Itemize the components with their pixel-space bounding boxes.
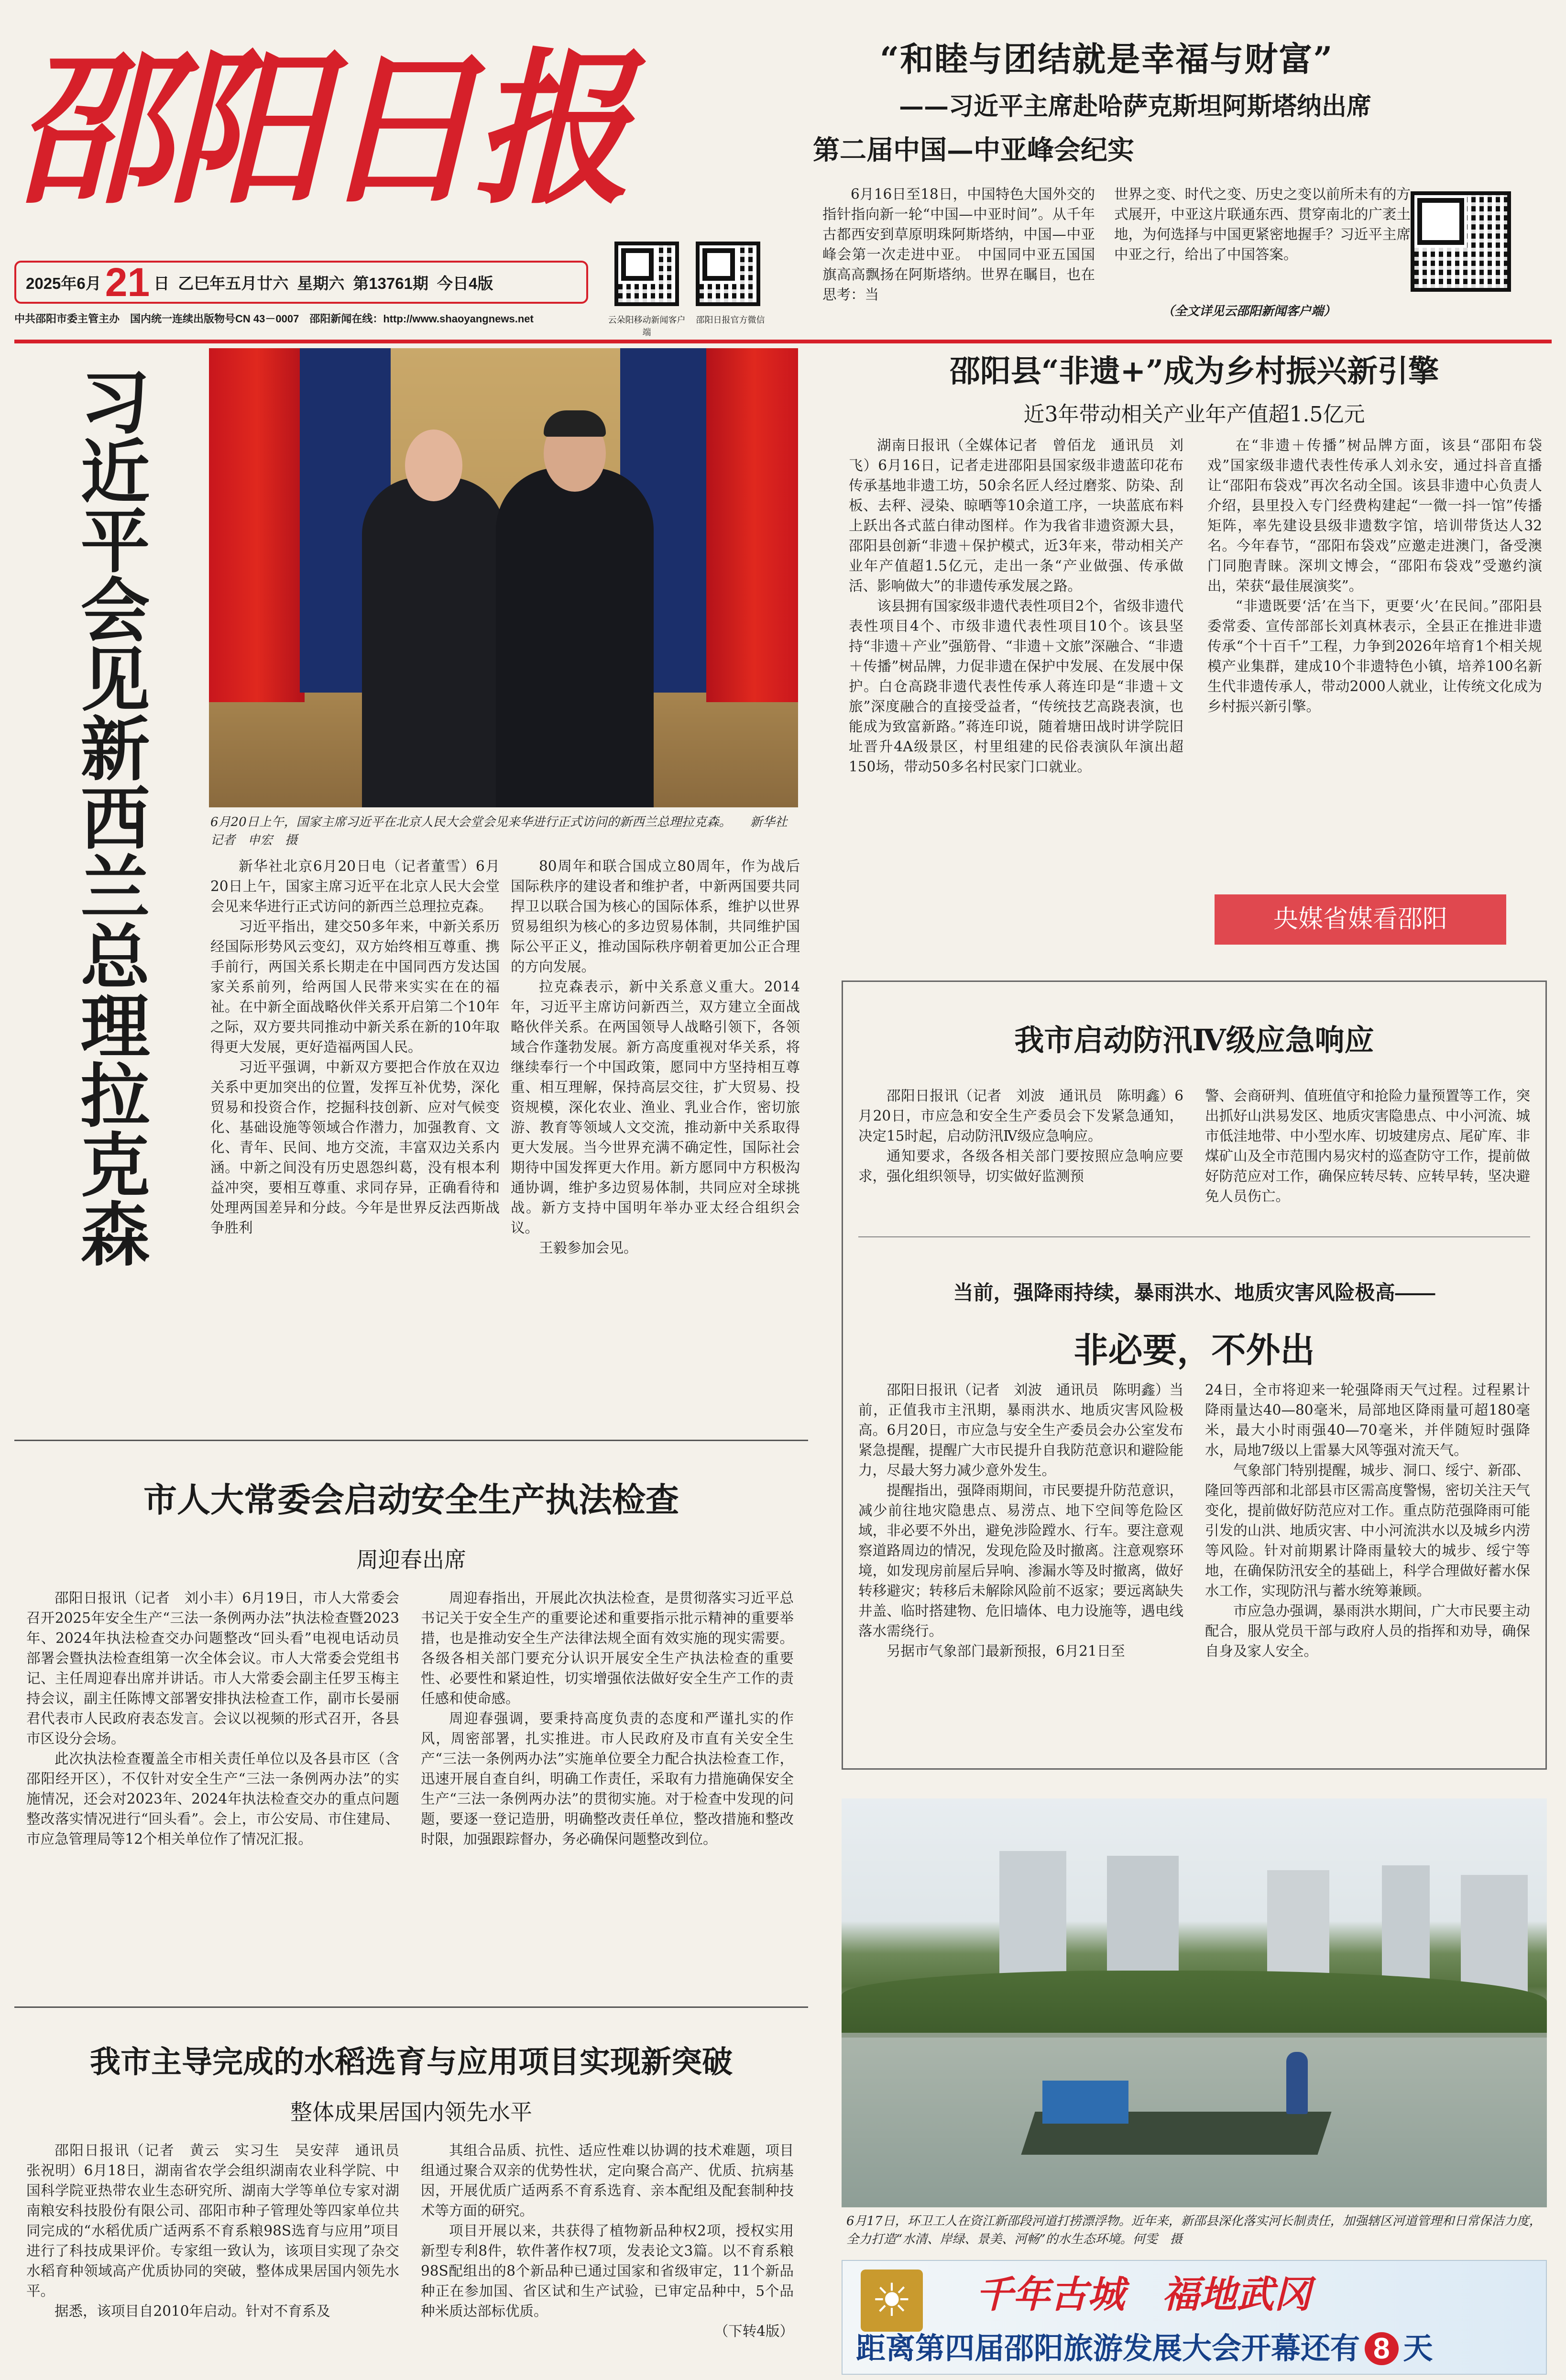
boat-sign	[1042, 2081, 1128, 2124]
flood-divider	[858, 1236, 1530, 1237]
date-suffix: 日	[153, 274, 170, 292]
lead-col2-p2: 拉克森表示，新中关系意义重大。2014年，习近平主席访问新西兰，双方建立全面战略伙伴关系。在两国领导人战略引领下，各领域合作蓬勃发展。新方高度重视对华关系，将继续奉行一个中国政策，愿同中方坚持相互尊重、相互理解，保持高层交往，扩大贸易、投资规模，深化农业、渔业、乳业合作，密切旅游、教育等领域人文交流，推动新中关系取得更大发展。当今世界充满不确定性，国际社会期待中国发挥更大作用。新方愿同中方积极沟通协调，维护多边贸易体制，共同应对全球挑战。新方支持中国明年举办亚太经合组织会议。	[511, 979, 800, 1236]
issue-number: 第13761期	[353, 274, 428, 292]
top-story-note: （全文详见云邵阳新闻客户端）	[1162, 304, 1336, 319]
rice-col2	[421, 2140, 794, 2341]
publisher-line	[14, 311, 602, 326]
npc-col1	[26, 1588, 399, 1849]
commentary-col1	[858, 1380, 1183, 1661]
date-prefix: 2025年6月	[26, 274, 101, 292]
lead-col1-p3: 习近平强调，中新双方要把合作放在双边关系中更加突出的位置，发挥互补优势，深化贸易和投资合作，挖掘科技创新、应对气候变化、基础设施等领域合作潜力，加强教育、文化、青年、民间、地方交流，丰富双边关系内涵。中新之间没有历史恩怨纠葛，没有根本利益冲突，要相互尊重、求同存异，正确看待和处理两国差异和分歧。今年是世界反法西斯战争胜利	[210, 1059, 500, 1236]
lead-headline: 习近平会见新西兰总理拉克森	[69, 366, 150, 1267]
commentary-col2-p2: 气象部门特别提醒，城步、洞口、绥宁、新邵、隆回等西部和北部县市区需高度警惕，密切关注天气变化，提前做好防范应对工作。重点防范强降雨可能引发的山洪、地质灾害、中小河流洪水以及城乡内涝等风险。针对前期累计降雨量较大的城步、绥宁等地，在确保防汛安全的基础上，科学合理做好蓄水保水工作，实现防汛与蓄水统筹兼顾。	[1205, 1462, 1530, 1599]
lead-col2	[511, 856, 800, 1258]
commentary-kicker: 当前，强降雨持续，暴雨洪水、地质灾害风险极高——	[953, 1281, 1435, 1304]
flood-col1-p1: 邵阳日报讯（记者 刘波 通讯员 陈明鑫）6月20日，市应急和安全生产委员会下发紧急通知，决定15时起，启动防汛Ⅳ级应急响应。	[858, 1088, 1183, 1144]
feiyi-col1-p1: 湖南日报讯（全媒体记者 曾佰龙 通讯员 刘飞）6月16日，记者走进邵阳县国家级非遗蓝印花布传承基地非遗工坊，50余名匠人经过磨浆、防染、刮板、去秤、浸染、晾晒等10余道工序，一块蓝底布料上跃出各式蓝白律动图样。作为我省非遗资源大县，邵阳县创新“非遗＋保护模式，近3年来，带动相关产业年产值超1.5亿元，走出一条“产业做强、传承做活、影响做大”的非遗传承发展之路。	[849, 437, 1183, 594]
ad-countdown	[856, 2325, 1433, 2367]
person-left-head	[405, 430, 462, 501]
person-right	[496, 468, 654, 807]
rice-col2-p2: 项目开展以来，共获得了植物新品种权2项，授权实用新型专利8件，软件著作权7项，发表论文3篇。以不育系粮98S配组出的8个新品种已通过国家和省级审定，11个新品种正在参加国、省区试和生产试验，已审定品种中，5个品种米质达部标优质。	[421, 2223, 794, 2319]
qr-label-app: 云朵阳移动新闻客户端	[608, 315, 686, 337]
commentary-col1-p1: 邵阳日报讯（记者 刘波 通讯员 陈明鑫）当前，正值我市主汛期，暴雨洪水、地质灾害风险极高。6月20日，市应急与安全生产委员会办公室发布紧急提醒，提醒广大市民提升自我防范意识和避险能力，尽最大努力减少意外发生。	[858, 1382, 1183, 1478]
commentary-title: 非必要，不外出	[1073, 1330, 1315, 1370]
lead-photo	[209, 348, 798, 807]
commentary-col1-p2: 提醒指出，强降雨期间，市民要提升防范意识，减少前往地灾隐患点、易涝点、地下空间等危险区域，非必要不外出，避免涉险蹚水、行车。要注意观察道路周边的情况，发现危险及时撤离。注意观察环境，如发现房前屋后异响、渗漏水等及时撤离，做好转移避灾；转移后未解除风险前不返家；要远离缺失井盖、临时搭建物、危旧墙体、电力设施等，遇电线落水需绕行。	[858, 1482, 1183, 1639]
flag-china-right	[706, 348, 798, 702]
weekday: 星期六	[297, 274, 345, 292]
flag-china-left	[209, 348, 305, 702]
publisher: 中共邵阳市委主管主办	[14, 313, 120, 325]
rice-divider	[14, 2006, 808, 2008]
ad-countdown-prefix: 距离第四届邵阳旅游发展大会开幕还有	[856, 2332, 1360, 2365]
feiyi-col2-p1: 在“非遗＋传播”树品牌方面，该县“邵阳布袋戏”国家级非遗代表性传承人刘永安，通过抖音直播让“邵阳布袋戏”再次名动全国。该县非遗中心负责人介绍，县里投入专门经费构建起“一微一抖一馆”传播矩阵，率先建设县级非遗数字馆，培训带货达人32名。今年春节，“邵阳布袋戏”应邀走进澳门，备受澳门同胞青睐。深圳文博会，“邵阳布袋戏”受邀约演出，荣获“最佳展演奖”。	[1207, 437, 1542, 594]
flood-col2	[1205, 1086, 1530, 1206]
npc-col1-p2: 此次执法检查覆盖全市相关责任单位以及各县市区（含邵阳经开区），不仅针对安全生产“三法一条例两办法”的实施情况，还会对2023年、2024年执法检查交办的重点问题整改落实情况进行“回头看”。会上，市公安局、市住建局、市应急管理局等12个相关单位作了情况汇报。	[26, 1751, 399, 1847]
feiyi-subtitle: 近3年带动相关产业年产值超1.5亿元	[1023, 402, 1365, 427]
worker-figure	[1286, 2052, 1308, 2114]
rice-jump-note: （下转4版）	[714, 2323, 794, 2339]
top-story-col2: 世界之变、时代之变、历史之变以前所未有的方式展开，中亚这片联通东西、贯穿南北的广袤土地，为何选择与中国更紧密地握手？习近平主席中亚之行，给出了中国答案。	[1114, 186, 1411, 263]
rice-col1-p1: 邵阳日报讯（记者 黄云 实习生 吴安萍 通讯员 张祝明）6月18日，湖南省农学会组织湖南农业科学院、中国科学院亚热带农业生态研究所、湖南大学等单位专家对湖南粮安科技股份有限公司、邵阳市种子管理处等四家单位共同完成的“水稻优质广适两系不育系粮98S选育与应用”项目进行了科技成果评价。专家组一致认为，该项目实现了杂交水稻育种领域高产优质协同的突破，整体成果居国内领先水平。	[26, 2142, 414, 2299]
qr-code-story	[1411, 191, 1511, 292]
npc-col2	[421, 1588, 794, 1849]
lead-col1-p1: 新华社北京6月20日电（记者董雪）6月20日上午，国家主席习近平在北京人民大会堂会见来华进行正式访问的新西兰总理拉克森。	[210, 858, 500, 915]
ad-countdown-suffix: 天	[1403, 2332, 1433, 2365]
top-story-subtitle: ——习近平主席赴哈萨克斯坦阿斯塔纳出席	[899, 92, 1372, 121]
ad-countdown-days: 8	[1365, 2332, 1398, 2365]
rice-title: 我市主导完成的水稻选育与应用项目实现新突破	[90, 2044, 733, 2080]
commentary-col2-p3: 市应急办强调，暴雨洪水期间，广大市民要主动配合，服从党员干部与政府人员的指挥和劝导，确保自身及家人安全。	[1205, 1603, 1530, 1659]
top-story-col1: 6月16日至18日，中国特色大国外交的指针指向新一轮“中国—中亚时间”。从千年古都西安到草原明珠阿斯塔纳，中国—中亚峰会第一次走进中亚。 中国同中亚五国国旗高高飘扬在阿斯塔纳。世界在瞩目，也在思考：当	[822, 186, 1095, 303]
ad-slogan: 千年古城 福地武冈	[975, 2273, 1312, 2316]
feiyi-col2-p2: “非遗既要‘活’在当下，更要‘火’在民间。”邵阳县委常委、宣传部部长刘真林表示，全县正在推进非遗传承“个十百千”工程，力争到2026年培育1个相关规模产业集群，建成10个非遗特色小镇，培养100名新生代非遗传承人，带动2000人就业，让传统文化成为乡村振兴新引擎。	[1207, 598, 1542, 715]
rice-col1	[26, 2140, 414, 2321]
npc-divider	[14, 1440, 808, 1441]
river-photo	[842, 1798, 1547, 2207]
lead-col1	[210, 856, 500, 1238]
top-story-title: “和睦与团结就是幸福与财富”	[880, 39, 1334, 79]
commentary-col2	[1205, 1380, 1530, 1661]
date-day: 21	[105, 260, 150, 305]
date-bar	[14, 261, 588, 304]
feiyi-banner: 央媒省媒看邵阳	[1215, 894, 1506, 945]
riverbank-trees	[842, 1971, 1547, 2033]
npc-col2-p1: 周迎春指出，开展此次执法检查，是贯彻落实习近平总书记关于安全生产的重要论述和重要指示批示精神的重要举措，也是推动安全生产法律法规全面有效实施的现实需要。各级各相关部门要充分认识开展安全生产执法检查的重要性、必要性和紧迫性，切实增强依法做好安全生产工作的责任感和使命感。	[421, 1590, 794, 1707]
qr-code-wechat	[696, 242, 760, 306]
lunar-date: 乙巳年五月廿六	[178, 274, 289, 292]
qr-label-wechat: 邵阳日报官方微信	[696, 315, 765, 325]
rice-col2-p1: 其组合品质、抗性、适应性难以协调的技术难题，项目组通过聚合双亲的优势性状，定向聚合高产、优质、抗病基因，开展优质广适两系不育系选育、亲本配组及配套制种技术等方面的研究。	[421, 2142, 794, 2219]
lead-col1-p2: 习近平指出，建交50多年来，中新关系历经国际形势风云变幻，双方始终相互尊重、携手前行，两国关系长期走在中国同西方发达国家关系前列，给两国人民带来实实在在的福祉。在中新全面战略伙伴关系开启第二个10年之际，双方要共同推动中新关系在新的10年取得更大发展，更好造福两国人民。	[210, 918, 500, 1055]
feiyi-col1-p2: 该县拥有国家级非遗代表性项目2个，省级非遗代表性项目4个、市级非遗代表性项目10个。该县坚持“非遗＋产业”强筋骨、“非遗＋文旅”深融合、“非遗＋传播”树品牌，力促非遗在保护中发展、在发展中保护。白仓高跷非遗代表性传承人蒋连印是“非遗＋文旅”深度融合的直接受益者，“传统技艺高跷表演，也能成为致富新路。”蒋连印说，随着塘田战时讲学院旧址晋升4A级景区，村里组建的民俗表演队年演出超150场，带动50多名村民家门口就业。	[849, 598, 1183, 775]
person-left	[362, 477, 505, 807]
masthead-rule	[14, 340, 1552, 343]
top-story-subtitle2: 第二届中国—中亚峰会纪实	[813, 134, 1134, 166]
flood-col2-p1: 警、会商研判、值班值守和抢险力量预置等工作，突出抓好山洪易发区、地质灾害隐患点、中小河流、城市低洼地带、中小型水库、切坡建房点、尾矿库、非煤矿山及全市范围内易灾村的巡查防守工作，提前做好防范应对工作，确保应转尽转、应转早转，坚决避免人员伤亡。	[1205, 1088, 1530, 1204]
website-link[interactable]: 邵阳新闻在线：http://www.shaoyangnews.net	[309, 313, 534, 325]
feiyi-col2	[1207, 435, 1542, 716]
qr-code-app	[614, 242, 679, 306]
lead-photo-caption: 6月20日上午，国家主席习近平在北京人民大会堂会见来华进行正式访问的新西兰总理拉克森。 新华社记者 申宏 摄	[210, 815, 788, 848]
person-right-hair	[544, 410, 606, 437]
river-photo-caption: 6月17日，环卫工人在资江新邵段河道打捞漂浮物。近年来，新邵县深化落实河长制责任，加强辖区河道管理和日常保洁力度，全力打造“水清、岸绿、景美、河畅”的水生态环境。何雯 摄	[846, 2214, 1542, 2247]
flood-col1-p2: 通知要求，各级各相关部门要按照应急响应要求，强化组织领导，切实做好监测预	[858, 1148, 1183, 1184]
ad-emblem-icon: ☀	[861, 2270, 923, 2332]
cn-number: 国内统一连续出版物号CN 43－0007	[130, 313, 299, 325]
commentary-col1-p3: 另据市气象部门最新预报，6月21日至	[887, 1643, 1125, 1659]
feiyi-col1	[849, 435, 1183, 777]
flood-title: 我市启动防汛Ⅳ级应急响应	[1014, 1023, 1374, 1058]
commentary-col2-p1: 24日，全市将迎来一轮强降雨天气过程。过程累计降雨量达40—80毫米，局部地区降雨量可超180毫米，最大小时雨强40—70毫米，并伴随短时强降水，局地7级以上雷暴大风等强对流天气。	[1205, 1382, 1530, 1458]
npc-col2-p2: 周迎春强调，要秉持高度负责的态度和严谨扎实的作风，周密部署，扎实推进。市人民政府及市直有关安全生产“三法一条例两办法”实施单位要全力配合执法检查工作，迅速开展自查自纠，明确工作责任，采取有力措施确保安全生产“三法一条例两办法”的贯彻实施。对于检查中发现的问题，要逐一登记造册，明确整改责任单位，整改措施和整改时限，加强跟踪督办，务必确保问题整改到位。	[421, 1710, 794, 1847]
feiyi-title: 邵阳县“非遗+”成为乡村振兴新引擎	[949, 353, 1439, 389]
npc-col1-p1: 邵阳日报讯（记者 刘小丰）6月19日，市人大常委会召开2025年安全生产“三法一条例两办法”执法检查暨2023年、2024年执法检查交办问题整改“回头看”电视电话动员部署会暨执法检查组第一次全体会议。市人大常委会党组书记、主任周迎春出席并讲话。市人大常委会副主任罗玉梅主持会议，副主任陈博文部署安排执法检查工作，副市长晏丽君代表市人民政府表态发言。会议以视频的形式召开，各县市区设分会场。	[26, 1590, 399, 1747]
lead-col2-p1: 80周年和联合国成立80周年，作为战后国际秩序的建设者和维护者，中新两国要共同捍卫以联合国为核心的国际体系，维护以世界贸易组织为核心的多边贸易体制，共同维护国际公平正义，推动国际秩序朝着更加公正合理的方向发展。	[511, 858, 800, 975]
masthead-title: 邵阳日报	[14, 32, 626, 227]
flood-col1	[858, 1086, 1183, 1186]
rice-col1-p2: 据悉，该项目自2010年启动。针对不育系及	[55, 2303, 330, 2319]
page-count: 今日4版	[437, 274, 493, 292]
npc-title: 市人大常委会启动安全生产执法检查	[143, 1480, 679, 1520]
rice-subtitle: 整体成果居国内领先水平	[290, 2099, 532, 2125]
lead-col2-p3: 王毅参加会见。	[539, 1240, 638, 1256]
npc-subtitle: 周迎春出席	[356, 1547, 466, 1573]
